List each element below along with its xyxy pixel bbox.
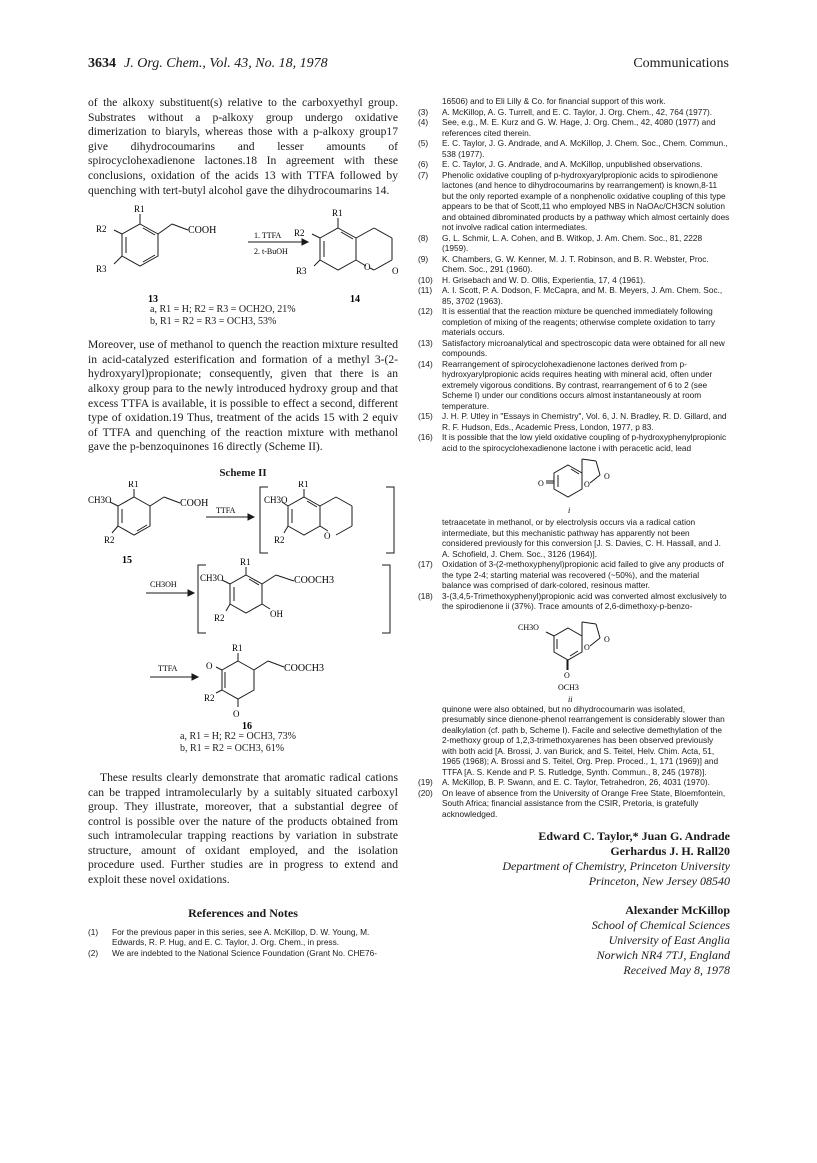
scheme2-o-bottom-16: O bbox=[233, 708, 240, 719]
scheme2-compound-a: a, R1 = H; R2 = OCH3, 73% bbox=[180, 730, 297, 742]
scheme2-r2-15: R2 bbox=[104, 534, 115, 545]
authors-line-1: Edward C. Taylor,* Juan G. Andrade bbox=[538, 829, 730, 843]
scheme2-ch3o-int2: CH3O bbox=[200, 572, 224, 583]
reference-15: (15) J. H. P. Utley in "Essays in Chemistry", Vol. 6, J. N. Bradley, R. D. Gillard, and R. F. Hudson, Eds., Academic Press, London, 1977, p 83. bbox=[418, 411, 727, 432]
references-title: References and Notes bbox=[188, 905, 298, 920]
structure-ii-o-carbonyl: O bbox=[604, 634, 610, 644]
reference-5: (5) E. C. Taylor, J. G. Andrade, and A. McKillop, J. Chem. Soc., Chem. Commun., 538 (1977). bbox=[418, 138, 728, 159]
scheme2-cooh-15: COOH bbox=[180, 497, 209, 509]
scheme2-r1-16: R1 bbox=[232, 642, 243, 653]
affiliation-2c: Norwich NR4 7TJ, England bbox=[596, 948, 730, 962]
reference-12: (12) It is essential that the reaction mixture be quenched immediately following completion of mixing of the reagents; otherwise complete oxidation to tarry materials occurs. bbox=[418, 306, 716, 337]
reference-16: (16) It is possible that the low yield oxidative coupling of p-hydroxyphenylpropionic acid to the spirocyclohexadienone lactone i with peracetic acid, lead bbox=[418, 432, 727, 453]
scheme2-r2-16: R2 bbox=[204, 692, 215, 703]
references-left bbox=[88, 927, 398, 959]
compound-14-label: 14 bbox=[350, 294, 360, 306]
reference-9: (9) K. Chambers, G. W. Kenner, M. J. T. Robinson, and B. R. Webster, Proc. Chem. Soc., 291 (1960). bbox=[418, 253, 709, 274]
scheme1-reagent-2: 2. t-BuOH bbox=[254, 247, 288, 257]
reference-14: (14) Rearrangement of spirocyclohexadienone lactones derived from p-hydroxyarylpropionic acids requires heating with mineral acid, often under extremely vigorous conditions. By contrast, rearrangement of 6 to 2 (see Scheme I) under our conditions occurs almost instantaneously at room temperature. bbox=[418, 358, 713, 411]
reference-8: (8) G. L. Schmir, L. A. Cohen, and B. Witkop, J. Am. Chem. Soc., 81, 2228 (1959). bbox=[418, 232, 703, 253]
author-3: Alexander McKillop bbox=[625, 903, 730, 917]
scheme2-cooch3-int2: COOCH3 bbox=[294, 574, 335, 586]
scheme2-r1-int1: R1 bbox=[298, 480, 309, 489]
structure-i-o-ring: O bbox=[584, 480, 590, 489]
reference-19: (19) A. McKillop, B. P. Swann, and E. C. Taylor, Tetrahedron, 26, 4031 (1970). bbox=[418, 777, 710, 787]
affiliation-2a: School of Chemical Sciences bbox=[591, 918, 730, 932]
paragraph-3: These results clearly demonstrate that aromatic radical cations can be trapped intramolecularly by a suitably situated carboxyl group. They illustrate, moreover, that a substantial degree of control is possible over the nature of the products obtained from such intramolecular trapping reactions by variation in substrate structure, amount of oxidant employed, and the isolation procedure used. Further studies are in progress to extend and exploit these novel oxidations. bbox=[88, 770, 398, 887]
structure-ii-ch3o: CH3O bbox=[518, 622, 539, 632]
reference-10: (10) H. Grisebach and W. D. Ollis, Experientia, 17, 4 (1961). bbox=[418, 274, 646, 285]
paragraph-2: Moreover, use of methanol to quench the reaction mixture resulted in acid-catalyzed esterification and formation of a methyl 3-(2-hydroxyaryl)propionate; consequently, given that there is an alkoxy group para to the newly introduced hydroxy group and that excess TTFA is available, it is possible to effect a second, different type of oxidation.19 Thus, treatment of the acids 15 with 2 equiv of TTFA and quenching of the reaction mixture with methanol gave the p-benzoquinones 16 directly (Scheme II). bbox=[88, 338, 398, 454]
reference-3: (3) A. McKillop, A. G. Turrell, and E. C. Taylor, J. Org. Chem., 42, 764 (1977). bbox=[418, 106, 713, 117]
header-left bbox=[88, 56, 328, 72]
paragraph-1: of the alkoxy substituent(s) relative to the carboxyethyl group. Substrates without a p-alkoxy group undergo oxidative dimerization to biaryls, whereas those with a p-alkoxy group17 give dihydrocoumarins and lesser amounts of spirocyclohexadienone lactones.18 In agreement with these conclusions, oxidation of the acids 13 with TTFA followed by quenching with tert-butyl alcohol gave the dihydrocoumarins 14. bbox=[88, 96, 398, 197]
authors-line-2: Gerhardus J. H. Rall20 bbox=[610, 844, 730, 858]
affiliation-2b: University of East Anglia bbox=[608, 933, 730, 947]
structure-ii-o-ketone: O bbox=[564, 670, 570, 680]
scheme2-oh-int2: OH bbox=[270, 608, 283, 619]
reference-6: (6) E. C. Taylor, J. G. Andrade, and A. McKillop, unpublished observations. bbox=[418, 159, 703, 169]
journal-citation: J. Org. Chem., Vol. 43, No. 18, 1978 bbox=[124, 56, 328, 71]
structure-ii-och3: OCH3 bbox=[558, 682, 579, 692]
scheme2-o-int1: O bbox=[324, 530, 331, 541]
running-header bbox=[88, 56, 729, 76]
reference-17: (17) Oxidation of 3-(2-methoxyphenyl)propionic acid failed to give any products of the type 2-4; starting material was recovered (~50%), and the material balance was comprised of dark-colored, resinous matter. bbox=[418, 559, 724, 590]
compound-15-label: 15 bbox=[122, 554, 132, 566]
scheme1-ring-o: O bbox=[364, 262, 371, 273]
scheme2-ch3o-int1: CH3O bbox=[264, 494, 288, 505]
reference-13: (13) Satisfactory microanalytical and spectroscopic data were obtained for all new compounds. bbox=[418, 337, 725, 358]
structure-i-label: i bbox=[568, 506, 571, 515]
scheme2-ttfa-1: TTFA bbox=[216, 505, 236, 515]
compound-16-label: 16 bbox=[242, 720, 252, 731]
scheme1-compound-b: b, R1 = R2 = R3 = OCH3, 53% bbox=[150, 316, 277, 328]
author-block bbox=[418, 829, 730, 978]
page-number: 3634 bbox=[88, 56, 116, 71]
scheme1-r3-left: R3 bbox=[96, 264, 107, 275]
scheme1-r1-right: R1 bbox=[332, 208, 343, 219]
scheme-2-title: Scheme II bbox=[219, 466, 267, 479]
reference-18-continued: quinone were also obtained, but no dihydrocoumarin was isolated, presumably since dienone-phenol rearrangement is considerably slower than dealkylation (cf. path b, Scheme I). Facile and selective demethylation of the 2-methoxy group of 1,2,3-trimethoxyarenes has been observed previously with both acid [A. Brossi, J. van Burick, and S. Teitel, Helv. Chim. Acta, 51, 1965 (1968); A. Brossi and S. Teitel, Org. Prep. Proced., 1, 171 (1969)] and TTFA [A. S. Kende and P. S. Rutledge, Synth. Commun., 8, 245 (1978)]. bbox=[442, 703, 725, 777]
scheme2-r2-int1: R2 bbox=[274, 534, 285, 545]
scheme2-ttfa-2: TTFA bbox=[158, 663, 178, 673]
scheme1-r2-right: R2 bbox=[294, 228, 305, 239]
scheme2-compound-b: b, R1 = R2 = OCH3, 61% bbox=[180, 742, 285, 754]
scheme-1-diagram bbox=[88, 202, 398, 308]
reference-16-continued: tetraacetate in methanol, or by electrolysis occurs via a radical cation intermediate, but this mechanistic pathway has apparently not been considered previously for this conversion [J. S. Davies, C. H. Hassall, and J. A. Schofield, J. Chem. Soc., 3126 (1964)]. bbox=[442, 517, 721, 559]
scheme2-r2-int2: R2 bbox=[214, 612, 225, 623]
left-column bbox=[88, 96, 398, 958]
scheme1-carbonyl-o: O bbox=[392, 266, 398, 277]
affiliation-1a: Department of Chemistry, Princeton University bbox=[502, 859, 730, 873]
scheme1-r3-right: R3 bbox=[296, 266, 307, 277]
scheme1-cooh: COOH bbox=[188, 225, 217, 237]
structure-ii-label: ii bbox=[568, 694, 573, 704]
scheme1-reagent-1: 1. TTFA bbox=[254, 231, 282, 241]
affiliation-1b: Princeton, New Jersey 08540 bbox=[588, 874, 730, 888]
reference-2: (2) We are indebted to the National Science Foundation (Grant No. CHE76- bbox=[88, 947, 378, 958]
scheme1-r1-left: R1 bbox=[134, 204, 145, 215]
received-date: Received May 8, 1978 bbox=[623, 963, 730, 977]
reference-4: (4) See, e.g., M. E. Kurz and G. W. Hage, J. Org. Chem., 42, 4080 (1977) and references cited therein. bbox=[418, 117, 716, 138]
reference-1: (1) For the previous paper in this series, see A. McKillop, D. W. Young, M. Edwards, R. P. Hug, and E. C. Taylor, J. Org. Chem., in press. bbox=[88, 926, 370, 948]
compound-13-label: 13 bbox=[148, 294, 158, 306]
reference-20: (20) On leave of absence from the University of Orange Free State, Bloemfontein, South Africa; financial assistance from the CSIR, Pretoria, is gratefully acknowledged. bbox=[418, 787, 726, 819]
scheme2-r1-int2: R1 bbox=[240, 556, 251, 567]
right-column bbox=[418, 96, 730, 978]
reference-18: (18) 3-(3,4,5-Trimethoxyphenyl)propionic acid was converted almost exclusively to the spirodienone ii (37%). Trace amounts of 2,6-dimethoxy-p-benzo- bbox=[418, 590, 727, 611]
scheme1-r2-left: R2 bbox=[96, 224, 107, 235]
scheme2-ch3o-15: CH3O bbox=[88, 494, 112, 505]
structure-ii-o-ring: O bbox=[584, 642, 590, 652]
scheme2-r1-15: R1 bbox=[128, 480, 139, 489]
scheme-2-diagram bbox=[88, 481, 398, 731]
reference-2-continued: 16506) and to Eli Lilly & Co. for financial support of this work. bbox=[442, 96, 666, 106]
structure-i bbox=[418, 453, 730, 517]
structure-i-o-left: O bbox=[538, 479, 544, 488]
scheme1-compound-a: a, R1 = H; R2 = R3 = OCH2O, 21% bbox=[150, 304, 296, 316]
section-name: Communications bbox=[633, 56, 729, 71]
structure-i-o-carbonyl: O bbox=[604, 472, 610, 481]
reference-7: (7) Phenolic oxidative coupling of p-hydroxyarylpropionic acids to spirodienone lactones (and hence to dihydrocoumarins by rearrangement) is known,8-11 but the only reported example of a nonphenolic oxidative coupling of this type appears to be that of Scott,11 who employed NBS in NaOAc/CH3CN solution and obtained dibrominated products by a pathway which almost certainly does not involve radical cation intermediates. bbox=[418, 169, 730, 232]
scheme2-o-top-16: O bbox=[206, 660, 213, 671]
structure-ii bbox=[418, 612, 730, 704]
scheme2-cooch3-16: COOCH3 bbox=[284, 662, 325, 674]
scheme2-ch3oh: CH3OH bbox=[150, 579, 177, 589]
reference-11: (11) A. I. Scott, P. A. Dodson, F. McCapra, and M. B. Meyers, J. Am. Chem. Soc., 85, 3702 (1963). bbox=[418, 285, 723, 306]
